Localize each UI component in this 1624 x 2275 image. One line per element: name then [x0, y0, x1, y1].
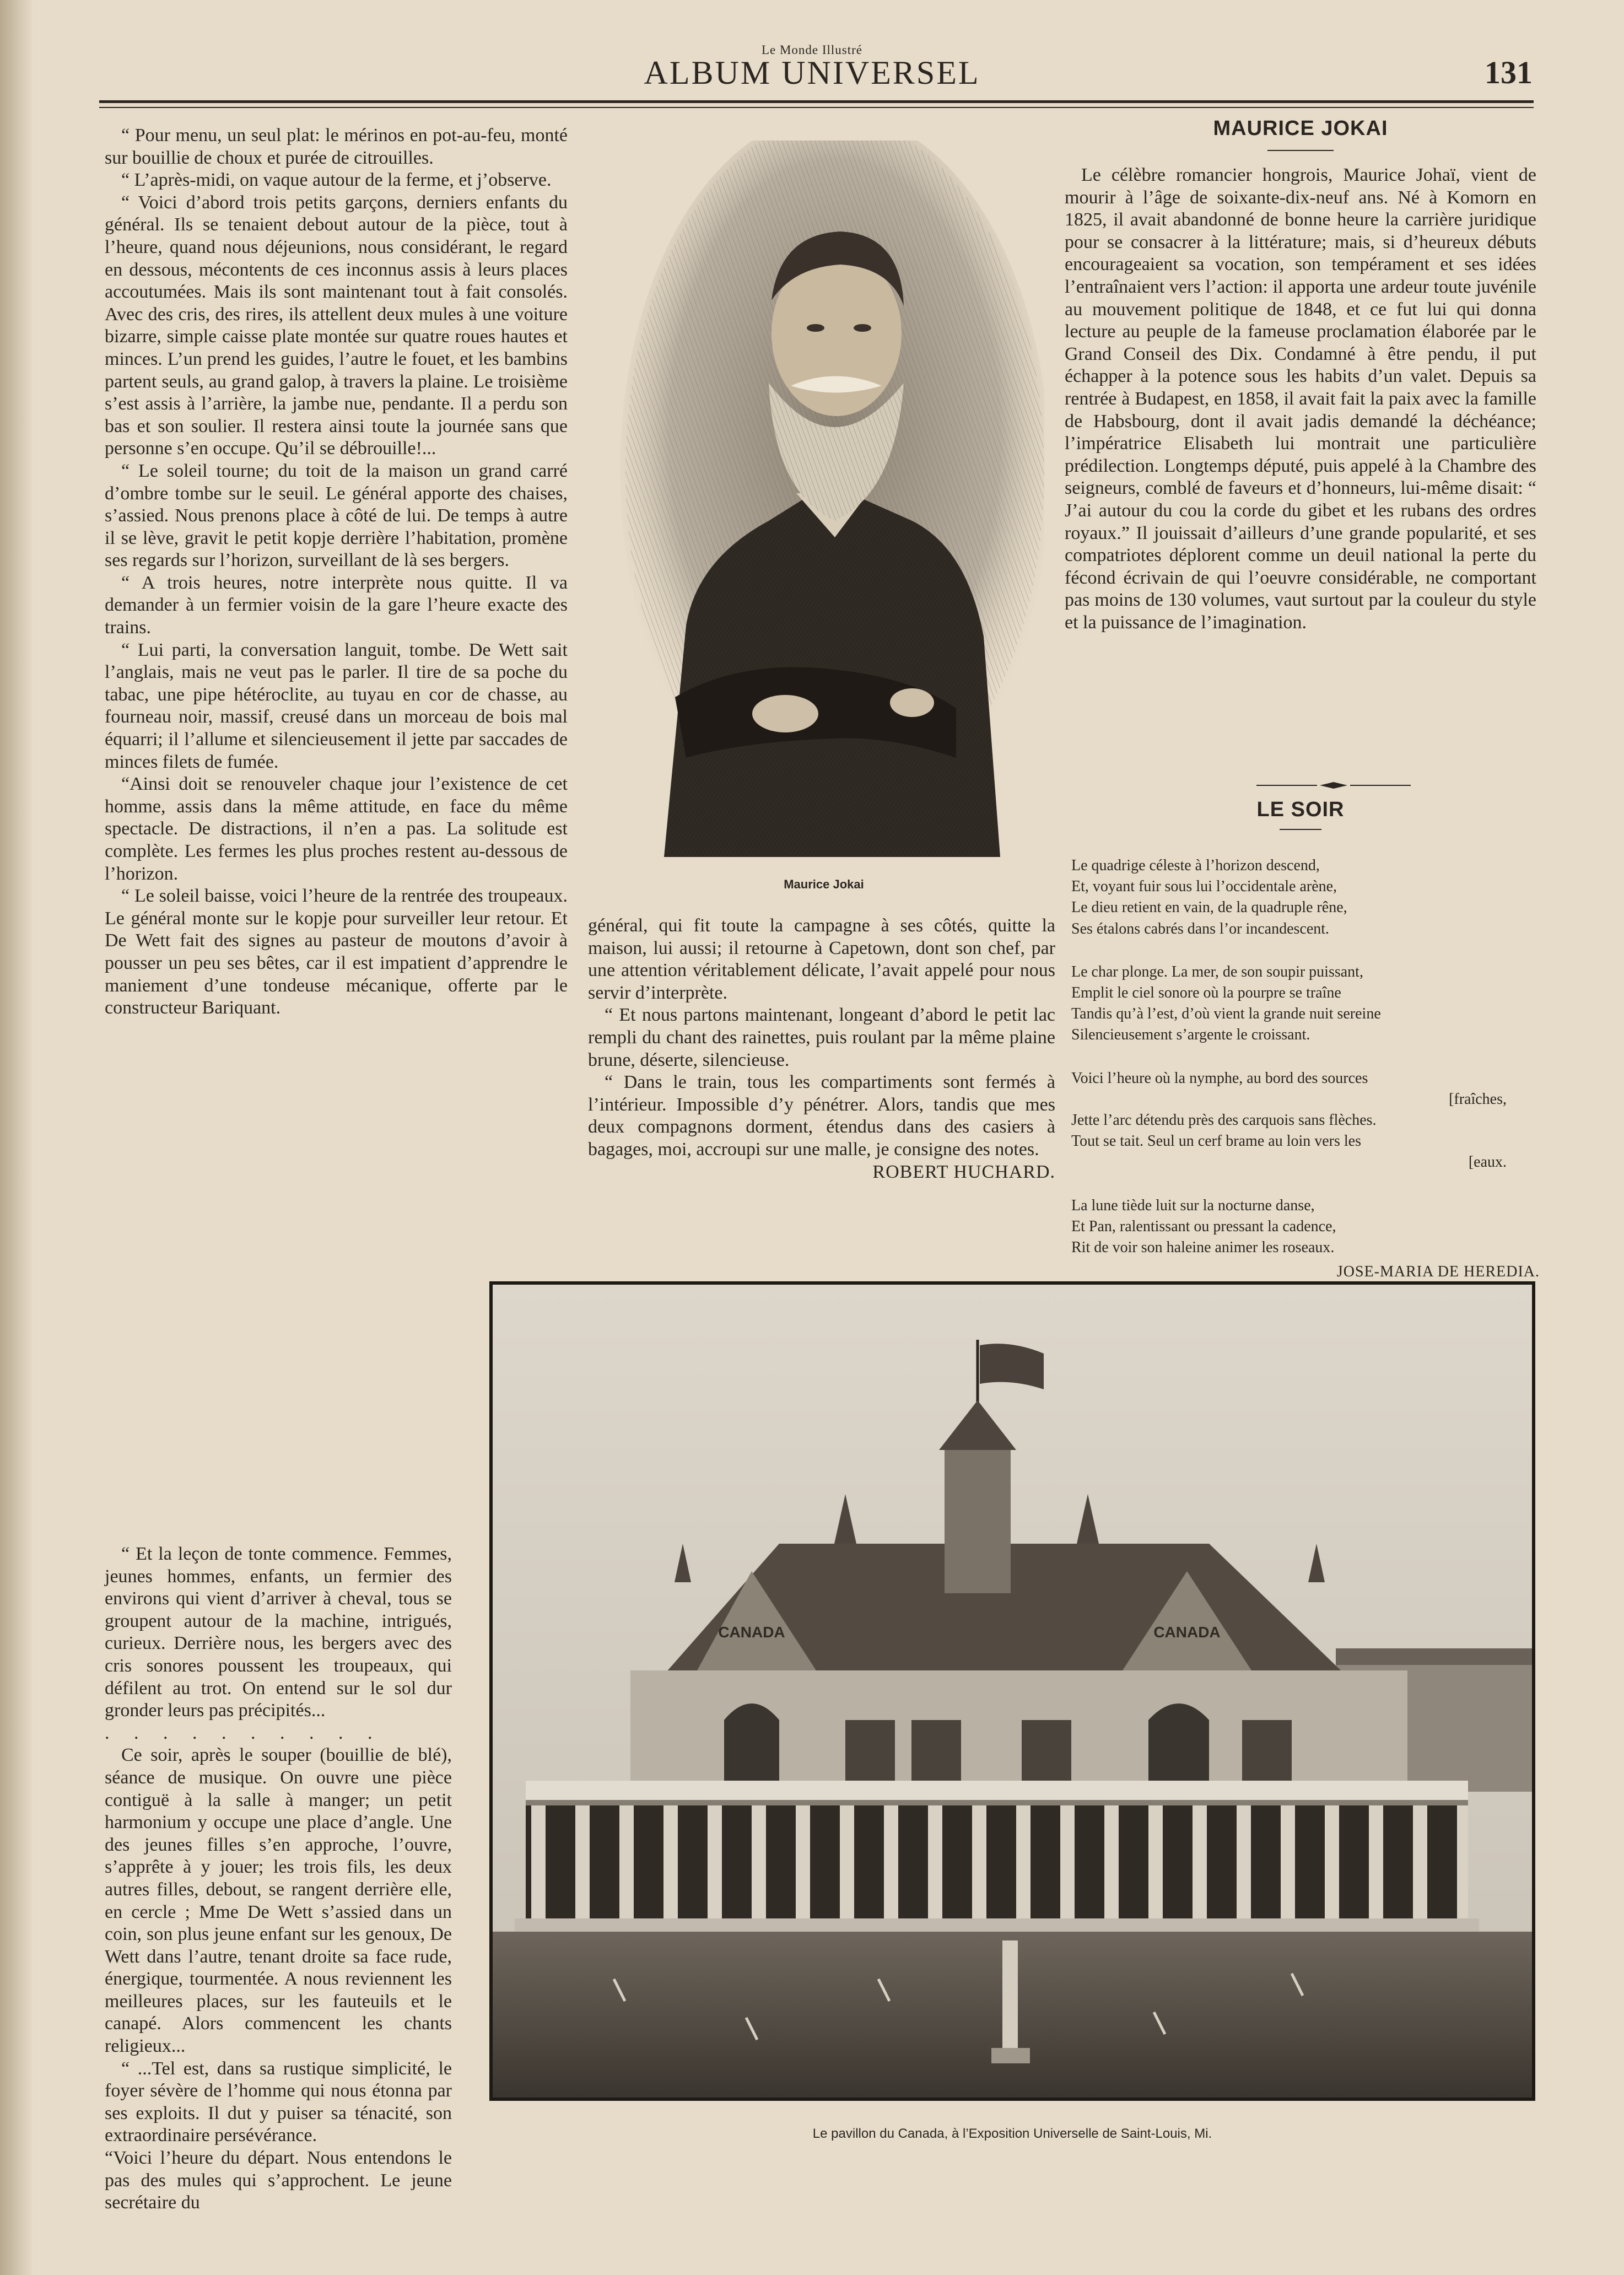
poem-line: Silencieusement s’argente le croissant.: [1071, 1026, 1310, 1044]
middle-column: [588, 915, 1055, 1183]
pavilion-sign-left: CANADA: [718, 1624, 785, 1641]
portrait-caption: Maurice Jokai: [784, 877, 864, 891]
section-break-dots: . . . . . . . . . .: [105, 1722, 382, 1743]
poem-line-continuation: [fraîches,: [1449, 1090, 1507, 1108]
poem-line: Tandis qu’à l’est, d’où vient la grande nuit sereine: [1071, 1005, 1381, 1023]
header-rule-thin: [99, 107, 1534, 108]
poem-stanza: [1071, 855, 1540, 940]
poem-line: Et Pan, ralentissant ou pressant la cadence,: [1071, 1217, 1336, 1235]
masthead-title: ALBUM UNIVERSEL: [644, 55, 980, 91]
poem-line: Jette l’arc détendu près des carquois sans flèches.: [1071, 1112, 1377, 1129]
paragraph: “ Pour menu, un seul plat: le mérinos en pot-au-feu, monté sur bouillie de choux et purée de citrouilles.: [105, 125, 568, 168]
photo-caption: Le pavillon du Canada, à l’Exposition Universelle de Saint-Louis, Mi.: [812, 2126, 1212, 2141]
paragraph: “ ...Tel est, dans sa rustique simplicité, le foyer sévère de l’homme qui nous étonna par ses exploits. Il dut y puiser sa ténacité, son extraordinaire persévérance.: [105, 2058, 452, 2146]
poem-line: Le quadrige céleste à l’horizon descend,: [1071, 857, 1320, 874]
left-column: [105, 125, 568, 1020]
paragraph: “ Dans le train, tous les compartiments sont fermés à l’intérieur. Impossible d’y pénétrer. Alors, tandis que mes deux compagnons dorment, étendus dans des casiers à bagages, moi, accroupi sur une malle, je consigne des notes.: [588, 1072, 1055, 1160]
article-signature: ROBERT HUCHARD.: [872, 1161, 1055, 1182]
paragraph: Le célèbre romancier hongrois, Maurice Johaï, vient de mourir à l’âge de soixante-dix-neuf ans. Né à Komorn en 1825, il avait abandonné de bonne heure la carrière juridique pour se consacrer à la littérature; mais, si d’heureux débuts encourageaient sa vocation, son tempérament et ses idées l’entraînaient vers l’action: il apporta une ardeur toute juvénile au mouvement politique de 1848, et ce fut lui qui donna lecture au peuple de la fameuse proclamation élaborée par le Grand Conseil des Dix. Condamné à être pendu, il put échapper à la potence sous les habits d’un valet. Depuis sa rentrée à Budapest, en 1858, il avait fait la paix avec la famille de Habsbourg, dont il avait jadis demandé la déchéance; l’impératrice Elisabeth lui montrait une particulière prédilection. Longtemps député, puis appelé à la Chambre des seigneurs, comblé de faveurs et d’honneurs, lui-même disait: “ J’ai autour du cou la corde du gibet et les rubans des ordres royaux.” Il jouissait d’ailleurs d’une grande popularité, et ses compatriotes déplorent comme un deuil national la perte du fécond écrivain de qui l’oeuvre considérable, ne comportant pas moins de 130 volumes, vaut surtout par la couleur du style et la puissance de l’imagination.: [1065, 165, 1536, 633]
paragraph: général, qui fit toute la campagne à ses côtés, quitte la maison, lui aussi; il retourne à Capetown, dont son chef, par une attention véritablement délicate, l’avait appelé pour nous servir d’interprète.: [588, 915, 1055, 1003]
poem-stanza: [1071, 1195, 1540, 1259]
pavilion-photograph-image: [489, 1281, 1535, 2101]
title-underline: [1267, 150, 1334, 151]
paragraph: “ A trois heures, notre interprète nous quitte. Il va demander à un fermier voisin de la gare l’heure exacte des trains.: [105, 572, 568, 638]
engraved-portrait-image: [603, 141, 1044, 868]
poem-line: Tout se tait. Seul un cerf brame au loin vers les: [1071, 1133, 1361, 1150]
poem-author: JOSE-MARIA DE HEREDIA.: [1336, 1263, 1540, 1281]
paragraph: “Ainsi doit se renouveler chaque jour l’existence de cet homme, assis dans la même attitude, en face du même spectacle. De distractions, il n’en a pas. La solitude est complète. Les fermes les plus proches restent au-dessous de l’horizon.: [105, 774, 568, 884]
page-gutter-shadow: [0, 0, 33, 2275]
header-rule-thick: [99, 100, 1534, 103]
ornament-divider: [1256, 781, 1411, 789]
poem-line: Le dieu retient en vain, de la quadruple rêne,: [1071, 899, 1347, 917]
paragraph: “ Et nous partons maintenant, longeant d’abord le petit lac rempli du chant des rainettes, puis roulant par la même plaine brune, déserte, silencieuse.: [588, 1005, 1055, 1070]
poem-stanza: [1071, 962, 1540, 1046]
poem-title: LE SOIR: [1256, 798, 1345, 821]
title-underline: [1280, 829, 1321, 830]
article-title: MAURICE JOKAI: [1213, 117, 1388, 140]
paragraph: “ L’après-midi, on vaque autour de la ferme, et j’observe.: [121, 170, 552, 191]
pavilion-photograph-drawing: [493, 1285, 1532, 2098]
poem-line: Ses étalons cabrés dans l’or incandescent.: [1071, 920, 1330, 937]
paragraph: “ Lui parti, la conversation languit, tombe. De Wett sait l’anglais, mais ne veut pas le parler. Il tire de sa poche du tabac, une pipe hétéroclite, au tuyau en cor de chasse, au fourneau noir, massif, creusé dans un morceau de bois mal équarri; il l’allume et silencieusement il jette par saccades de minces filets de fumée.: [105, 639, 568, 772]
pavilion-sign-right: CANADA: [1153, 1624, 1221, 1641]
poem-line: Emplit le ciel sonore où la pourpre se traîne: [1071, 984, 1341, 1002]
poem-line: Le char plonge. La mer, de son soupir puissant,: [1071, 963, 1363, 980]
paragraph: “ Et la leçon de tonte commence. Femmes, jeunes hommes, enfants, un fermier des environs qui vient d’arriver à cheval, tous se groupent autour de la machine, intrigués, curieux. Derrière nous, les bergers avec des cris sonores poussent les troupeaux, qui défilent au trot. On entend sur le sol dur gronder leurs pas précipités...: [105, 1544, 452, 1721]
poem-line: Voici l’heure où la nymphe, au bord des sources: [1071, 1069, 1368, 1087]
paragraph: “ Voici d’abord trois petits garçons, derniers enfants du général. Ils se tenaient debout autour de la pièce, tout à l’heure, quand nous déjeunions, nous considérant, le regard en dessous, mécontents de ces inconnus assis à leurs places accoutumées. Mais ils sont maintenant tout à fait consolés. Avec des cris, des rires, ils attellent deux mules à une voiture bizarre, simple caisse plate montée sur quatre roues hautes et minces. L’un prend les guides, l’autre le fouet, et les bambins partent seuls, au grand galop, à travers la plaine. Le troisième s’est assis à l’arrière, la jambe nue, pendante. Il a perdu son bas et son soulier. Il restera ainsi toute la journée sans que personne s’en occupe. Qu’il se débrouille!...: [105, 192, 568, 459]
poem-line: Rit de voir son haleine animer les roseaux.: [1071, 1239, 1335, 1257]
page-number: 131: [1485, 55, 1533, 90]
masthead-subtitle: Le Monde Illustré: [761, 43, 863, 57]
poem-stanza: [1071, 1068, 1540, 1173]
jokai-article-body: [1065, 164, 1536, 634]
paragraph: “ Le soleil tourne; du toit de la maison un grand carré d’ombre tombe sur le seuil. Le général apporte des chaises, s’assied. Nous prenons place à côté de lui. De temps à autre il se lève, gravit le petit kopje derrière l’habitation, promène ses regards sur l’horizon, surveillant de là ses bergers.: [105, 460, 568, 571]
left-column-lower: [105, 1543, 452, 2214]
paragraph: “ Le soleil baisse, voici l’heure de la rentrée des troupeaux. Le général monte sur le kopje pour surveiller leur retour. Et De Wett fait des signes au pasteur de moutons d’avoir à pousser un peu ses bêtes, car il est impatient d’apprendre le maniement d’une tondeuse mécanique, offerte par le constructeur Bariquant.: [105, 886, 568, 1018]
poem-line: Et, voyant fuir sous lui l’occidentale arène,: [1071, 878, 1337, 896]
poem-line-continuation: [eaux.: [1468, 1153, 1507, 1171]
paragraph: “Voici l’heure du départ. Nous entendons le pas des mules qui s’approchent. Le jeune secrétaire du: [105, 2148, 452, 2213]
poem: [1071, 855, 1540, 1282]
paragraph: Ce soir, après le souper (bouillie de blé), séance de musique. On ouvre une pièce contiguë à la salle à manger; un petit harmonium y occupe une place d’angle. Une des jeunes filles s’en approche, l’ouvre, s’apprête à y jouer; les trois fils, les deux autres filles, debout, se rangent derrière elle, en cercle ; Mme De Wett s’assied dans un coin, son plus jeune enfant sur les genoux, De Wett dans l’autre, tenant droite sa face rude, énergique, tourmentée. A nous reviennent les meilleures places, sur les fauteuils et le canapé. Alors commencent les chants religieux...: [105, 1745, 452, 2057]
poem-line: La lune tiède luit sur la nocturne danse,: [1071, 1196, 1315, 1214]
